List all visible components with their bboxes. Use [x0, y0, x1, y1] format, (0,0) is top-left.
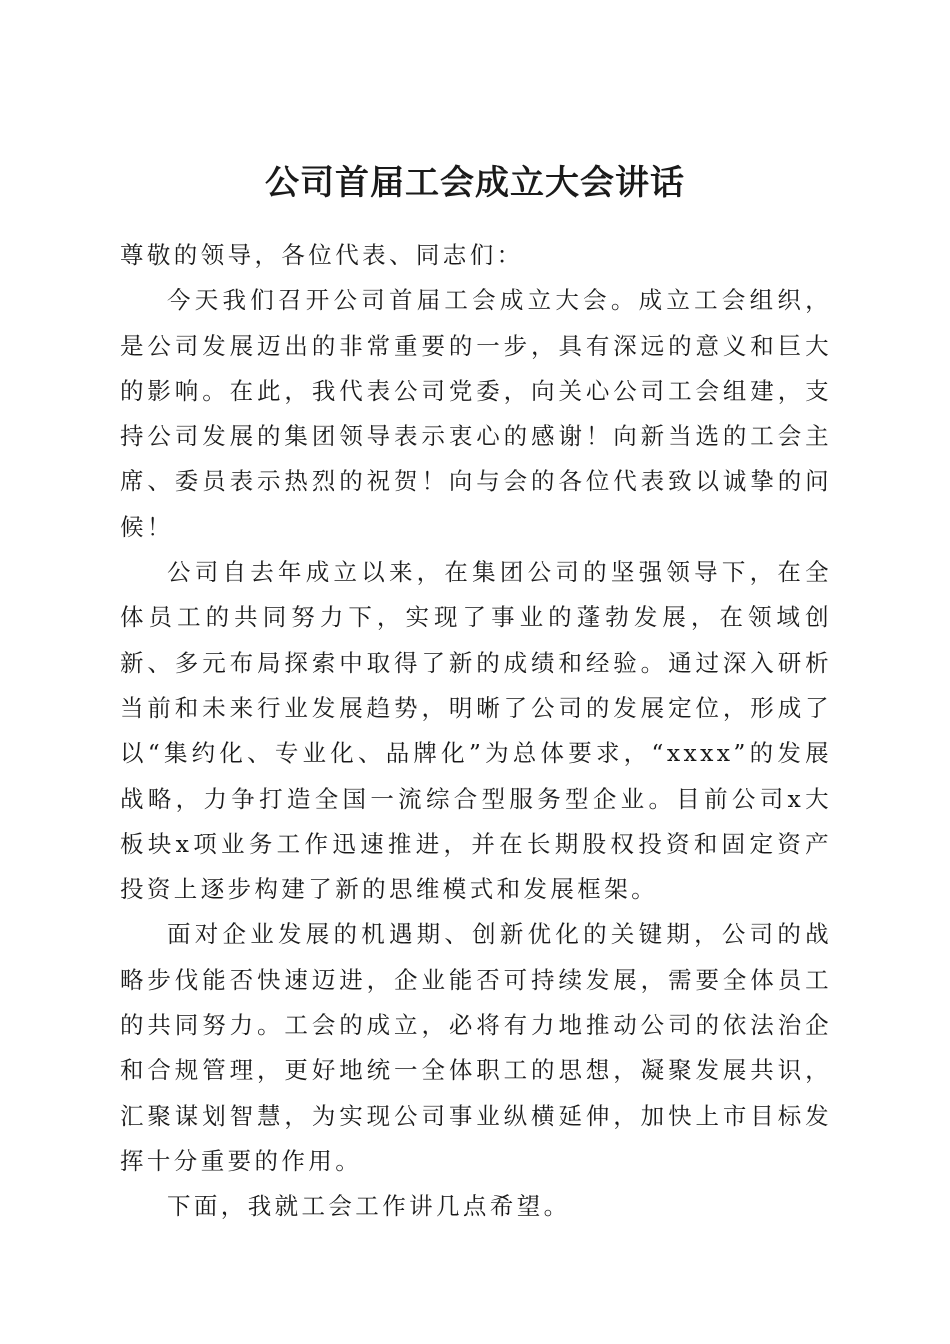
paragraph-significance: 面对企业发展的机遇期、创新优化的关键期，公司的战略步伐能否快速迈进，企业能否可持续发展，需要全体员工的共同努力。工会的成立，必将有力地推动公司的依法治企和合规管理，更好地统一全体职工的思想，凝聚发展共识，汇聚谋划智慧，为实现公司事业纵横延伸，加快上市目标发挥十分重要的作用。 [120, 920, 832, 1175]
paragraph-transition: 下面，我就工会工作讲几点希望。 [167, 1192, 571, 1221]
document-body [120, 233, 832, 1230]
paragraph-opening: 今天我们召开公司首届工会成立大会。成立工会组织，是公司发展迈出的非常重要的一步，具有深远的意义和巨大的影响。在此，我代表公司党委，向关心公司工会组建，支持公司发展的集团领导表示衷心的感谢！向新当选的工会主席、委员表示热烈的祝贺！向与会的各位代表致以诚挚的问候！ [120, 286, 832, 541]
salutation: 尊敬的领导，各位代表、同志们： [120, 241, 524, 269]
document-title: 公司首届工会成立大会讲话 [265, 162, 685, 203]
paragraph-achievements: 公司自去年成立以来，在集团公司的坚强领导下，在全体员工的共同努力下，实现了事业的蓬勃发展，在领域创新、多元布局探索中取得了新的成绩和经验。通过深入研析当前和未来行业发展趋势，明晰了公司的发展定位，形成了以“集约化、专业化、品牌化”为总体要求，“xxxx”的发展战略，力争打造全国一流综合型服务型企业。目前公司x大板块x项业务工作迅速推进，并在长期股权投资和固定资产投资上逐步构建了新的思维模式和发展框架。 [120, 558, 832, 904]
